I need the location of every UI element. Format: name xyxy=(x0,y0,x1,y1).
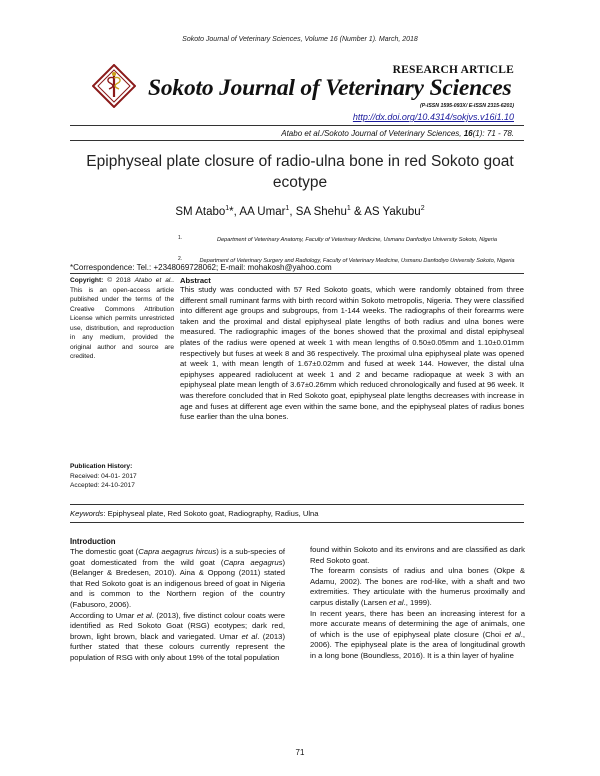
author-list xyxy=(0,205,600,218)
publication-history: Publication History: Received: 04-01- 2017 Accepted: 24-10-2017 xyxy=(70,463,137,489)
article-type-label: RESEARCH ARTICLE xyxy=(392,64,514,76)
doi-link[interactable]: http://dx.doi.org/10.4314/sokjvs.v16i1.10 xyxy=(352,112,514,122)
article-title: Epiphyseal plate closure of radio-ulna bone in red Sokoto goat ecotype xyxy=(86,153,514,191)
abstract-text: This study was conducted with 57 Red Sokoto goats, which were randomly obtained from three different small ruminant farms with birth record within Sokoto metropolis, Nigeria. They were classified into different age groups and subgroups, from 1-144 weeks. The radiographs of their forearms were taken and the proximal and distal epiphyseal plate lengths of both radius and ulna bones were measured. The radiographic images of the bones showed that the proximal and distal epiphyseal plates of the radius were opened at week 1 with mean lengths of 0.50±0.05mm and 1.10±0.01mm respectively but fuses at week 8 and 36 respectively. The proximal ulna epiphyseal plate was opened at week 1, with mean length of 1.67±0.02mm and fused at week 144. However, the distal ulna epiphyses appeared radiolucent at week 1 and 2 and became radiopaque at week 3 with an epiphyseal plate mean length of 3.67±0.26mm which reduced chronologically and fused at 96 week. It was therefore concluded that in Red Sokoto goat, epiphyseal plate lengths decreases with increase in age and fuses at different age even within the same bone, and the epiphyseal plates of radius bones fuse earlier than the ulna bones. xyxy=(180,285,524,422)
copyright-notice: Copyright: © 2018 Atabo et al.. This is an open-access article published under the terms of the Creative Commons Attribution License which permits unrestricted use, distribution, and reproduction in any medium, provided the original author and source are credited. xyxy=(70,277,175,360)
affiliation-1: 1. Department of Veterinary Anatomy, Faculty of Veterinary Medicine, Usmanu Danfodiyo University Sokoto, Nigeria xyxy=(178,235,497,243)
body-left-column xyxy=(70,547,285,664)
affiliation-2: 2. Department of Veterinary Surgery and Radiology, Faculty of Veterinary Medicine, Usmanu Danfodiyo University Sokoto, Nigeria xyxy=(178,256,515,264)
keywords: Keywords: Epiphyseal plate, Red Sokoto goat, Radiography, Radius, Ulna xyxy=(70,509,319,518)
body-paragraph: In recent years, there has been an increasing interest for a more accurate means of determining the age of animals, one of which is the use of epiphyseal plate closure (Choi et al., 2006). The epiphyseal plate is the area of longitudinal growth in a long bone (Boundless, 2016). It is a thin layer of hyaline xyxy=(310,608,526,660)
author: AS Yakubu$^2$ xyxy=(364,205,425,218)
journal-title: Sokoto Journal of Veterinary Sciences xyxy=(148,75,512,101)
copyright-label: Copyright: xyxy=(70,277,104,284)
journal-logo xyxy=(92,64,136,108)
running-head: Sokoto Journal of Veterinary Sciences, Volume 16 (Number 1). March, 2018 xyxy=(182,36,418,43)
page-number: 71 xyxy=(295,748,305,757)
body-paragraph: The forearm consists of radius and ulna bones (Okpe & Adamu, 2002). The bones are rod-like, with a shaft and two extremities. They articulate with the humerus proximally and carpus distally (Larsen et al., 1999). xyxy=(310,566,525,607)
received-date: Received: 04-01- 2017 xyxy=(70,472,137,480)
keywords-rule-bottom xyxy=(70,522,524,523)
abstract-top-rule xyxy=(70,273,524,274)
author: SM Atabo$^1$*, xyxy=(175,205,240,218)
body-paragraph: According to Umar et al. (2013), five distinct colour coats were identified as Red Sokoto Goat (RSG) ecotypes; dark red, brown, light brown, black and variegated. Umar et al. (2013) further stated that these colours currently represent the population of RSG with only about 19% of the total population xyxy=(70,610,286,662)
author: AA Umar$^1$, xyxy=(239,205,296,218)
body-paragraph: found within Sokoto and its environs and are classified as dark Red Sokoto goat. xyxy=(310,545,525,565)
header-rule xyxy=(70,125,524,126)
abstract-heading: Abstract xyxy=(180,276,211,285)
author: SA Shehu$^1$ & xyxy=(295,205,365,218)
accepted-date: Accepted: 24-10-2017 xyxy=(70,482,135,489)
issn: (P-ISSN 1595-093X/ E-ISSN 2315-6201) xyxy=(419,103,514,109)
body-paragraph: The domestic goat (Capra aegagrus hircus) is a sub-species of goat domesticated from the wild goat (Capra aegagrus) (Belanger & Bredesen, 2010). Aina & Oppong (2011) stated that Red Sokoto goat is an indigenous breed of goat in Nigeria and is common to the Northern region of the country (Fabusoro, 2006). xyxy=(70,547,285,609)
correspondence: *Correspondence: Tel.: +2348069728062; E-mail: mohakosh@yahoo.com xyxy=(70,263,332,272)
header-rule-bottom xyxy=(70,140,524,141)
body-right-column xyxy=(310,545,525,662)
section-heading: Introduction xyxy=(70,537,116,546)
citation: Atabo et al./Sokoto Journal of Veterinary Sciences, 16(1): 71 - 78. xyxy=(281,129,514,138)
keywords-rule xyxy=(70,504,524,505)
